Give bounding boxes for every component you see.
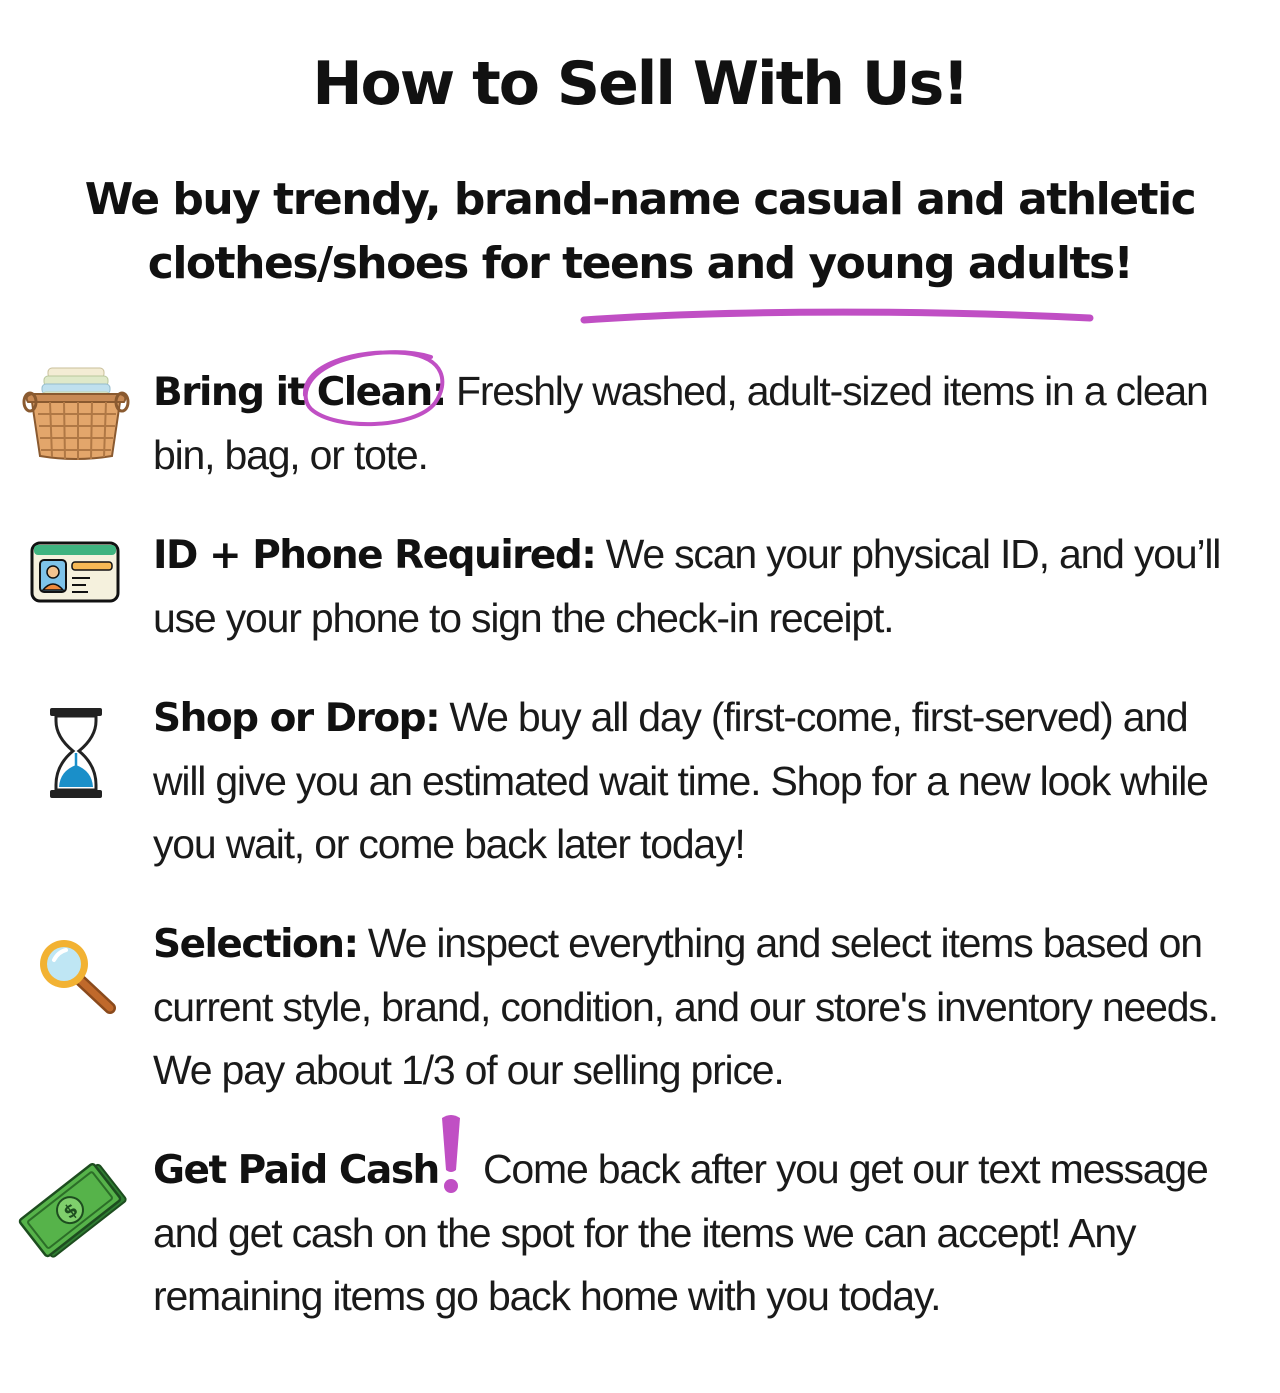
item-heading: Selection:: [153, 922, 358, 967]
subtitle-line-2-prefix: clothes/shoes for: [147, 238, 563, 289]
item-body: We scan your physical ID, and you’ll use your phone to sign the check-in receipt.: [153, 531, 1221, 641]
laundry-basket-icon: [22, 362, 130, 462]
list-item-selection: [153, 912, 1243, 1102]
magnifying-glass-icon: [34, 936, 118, 1016]
subtitle-emphasis: teens and young adults!: [562, 238, 1133, 289]
item-heading: ID + Phone Required:: [153, 533, 596, 578]
page-title: How to Sell With Us!: [312, 49, 968, 119]
item-heading: Shop or Drop:: [153, 696, 440, 741]
item-body: Come back after you get our text message and get cash on the spot for the items we can accept! Any remaining items go back home with you today.: [153, 1146, 1208, 1319]
item-heading-bring-it: Bring it: [153, 370, 317, 415]
purple-circle-annotation: [295, 343, 453, 433]
item-heading: Get Paid Cash: [153, 1148, 439, 1193]
dollar-bill-icon: [18, 1158, 132, 1262]
page-subtitle: [60, 168, 1220, 296]
list-item-id-phone: [153, 523, 1243, 650]
svg-text:$: $: [59, 1199, 83, 1224]
item-body: We buy all day (first-come, first-served) and will give you an estimated wait time. Shop for a new look while you wait, or come back later today!: [153, 694, 1208, 867]
item-body: Freshly washed, adult-sized items in a clean bin, bag, or tote.: [153, 368, 1208, 478]
subtitle-line-1: We buy trendy, brand-name casual and athletic: [84, 174, 1196, 225]
list-item-shop-or-drop: [153, 686, 1243, 876]
id-card-icon: [30, 540, 120, 604]
purple-underline-swoosh: [578, 300, 1098, 330]
item-heading-clean: Clean:: [316, 370, 446, 415]
hourglass-icon: [46, 705, 106, 801]
item-body: We inspect everything and select items based on current style, brand, condition, and our store's inventory needs. We pay about 1/3 of our selling price.: [153, 920, 1218, 1093]
purple-exclamation-mark: [436, 1112, 466, 1196]
list-item-get-paid-cash: [153, 1138, 1243, 1328]
